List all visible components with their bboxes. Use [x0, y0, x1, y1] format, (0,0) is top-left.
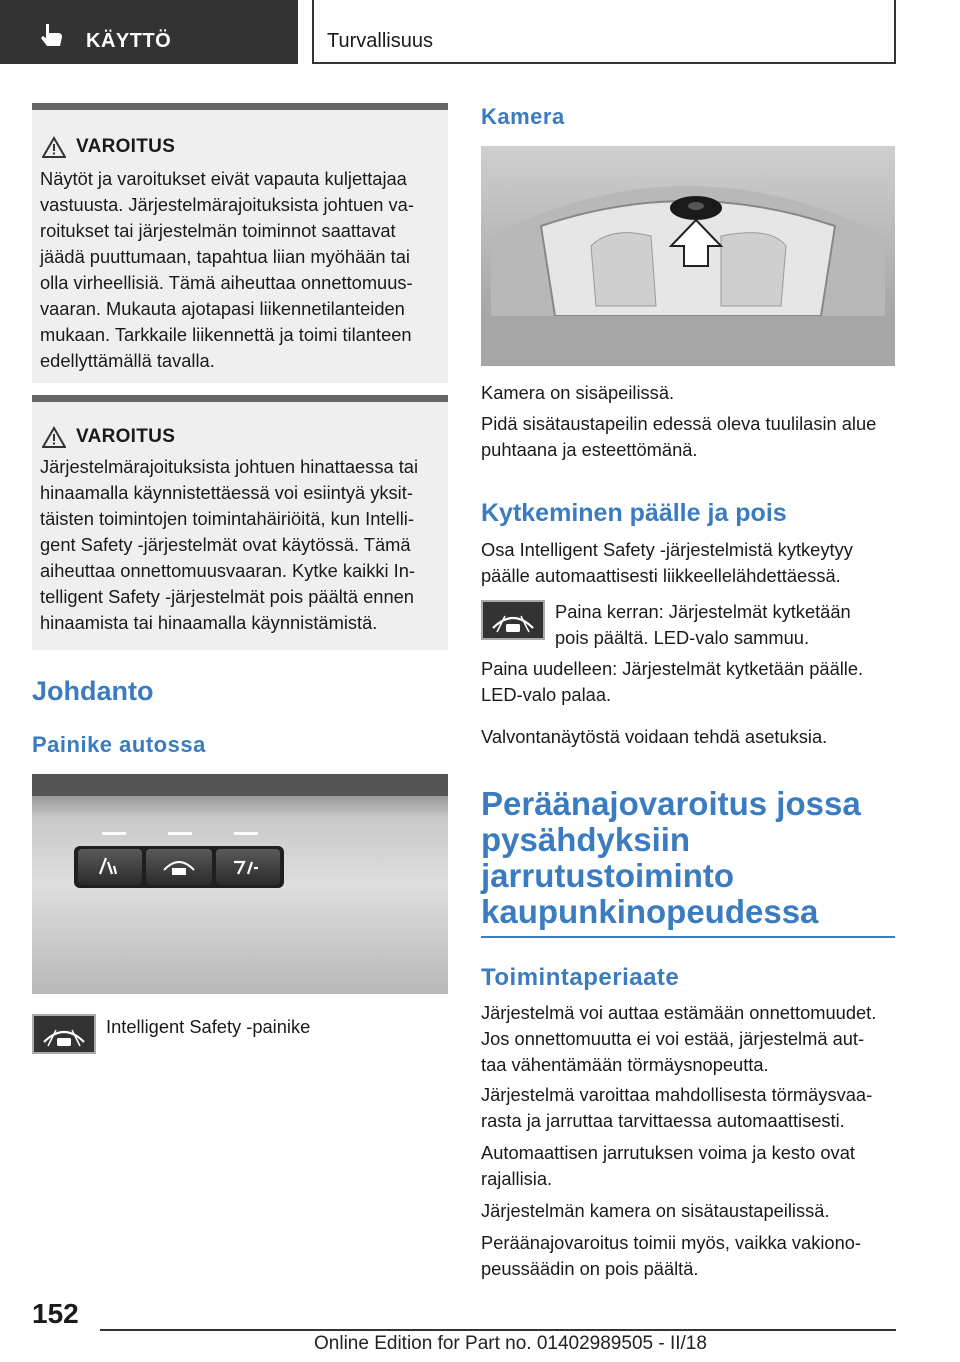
switch-text-3: Valvontanäytöstä voidaan tehdä asetuksia.	[481, 726, 828, 747]
heading-johdanto: Johdanto	[32, 676, 154, 706]
switch-icon-text: Paina kerran: Järjestelmät kytketään pois päältä. LED‑valo sammuu.	[555, 601, 851, 648]
principle-text-4: Järjestelmän kamera on sisätaustapeilissä.	[481, 1200, 830, 1221]
warning-title: VAROITUS	[76, 426, 176, 447]
switch-text-1: Osa Intelligent Safety ‑järjestelmistä kytkeytyy päälle automaattisesti liikkeellelähdettäessä.	[481, 539, 853, 586]
principle-text-5: Peräänajovaroitus toimii myös, vaikka vakiono‐ peussäädin on pois päältä.	[481, 1232, 862, 1279]
heading-kytkeminen: Kytkeminen päälle ja pois	[481, 499, 787, 527]
heading-painike: Painike autossa	[32, 732, 206, 757]
warning-box-2	[32, 395, 448, 650]
section-tab[interactable]	[0, 0, 298, 64]
switch-text-2: Paina uudelleen: Järjestelmät kytketään päälle. LED‑valo palaa.	[481, 658, 864, 705]
intelligent-safety-button-icon	[32, 1014, 96, 1054]
principle-text-3: Automaattisen jarrutuksen voima ja kesto ovat rajallisia.	[481, 1142, 855, 1189]
principle-text-1: Järjestelmä voi auttaa estämään onnettomuudet. Jos onnettomuutta ei voi estää, järjestelmä aut‐ taa vähentämään törmäysnopeutta.	[481, 1002, 877, 1075]
chapter-header	[312, 0, 896, 64]
warning-text: Näytöt ja varoitukset eivät vapauta kuljettajaa vastuusta. Järjestelmärajoituksista johtuen va‐ roitukset tai järjestelmän toiminnot saattavat jäädä puuttumaan, tapahtua liian myöhään tai olla virheellisiä. Tämä aiheuttaa onnettomuus‐ vaaran. Mukauta ajotapasi liikennetilanteiden mukaan. Tarkkaile liikennettä ja toimi tilanteen edellyttämällä tavalla.	[40, 168, 414, 371]
button-panel-photo	[32, 774, 448, 994]
warning-triangle-icon	[42, 136, 66, 158]
camera-text-1: Kamera on sisäpeilissä.	[481, 382, 675, 403]
warning-text: Järjestelmärajoituksista johtuen hinattaessa tai hinaamalla käynnistettäessä voi esiintyä yksit‐ täisten toimintojen toimintahäiriöitä, kun Intelli‐ gent Safety ‑järjestelmät ovat käytössä. Tämä aiheuttaa onnettomuusvaaran. Kytke kaikki In‐ telligent Safety ‑järjestelmät pois päältä ennen hinaamista tai hinaamalla käynnistämistä.	[40, 456, 419, 633]
heading-toimintaperiaate: Toimintaperiaate	[481, 964, 680, 991]
camera-text-2: Pidä sisätaustapeilin edessä oleva tuulilasin alue puhtaana ja esteettömänä.	[481, 413, 877, 460]
intelligent-safety-button-icon	[481, 600, 545, 640]
footer-edition: Online Edition for Part no. 01402989505 - II/18	[314, 1333, 707, 1354]
chapter-title: Turvallisuus	[327, 30, 433, 52]
principle-text-2: Järjestelmä varoittaa mahdollisesta törmäysvaa‐ rasta ja jarruttaa tarvittaessa automaattisesti.	[481, 1084, 873, 1131]
pointing-hand-icon	[38, 22, 64, 48]
camera-photo	[481, 146, 895, 366]
heading-underline	[481, 936, 895, 938]
section-label: KÄYTTÖ	[86, 30, 172, 52]
warning-title: VAROITUS	[76, 136, 176, 157]
heading-collision-warning: Peräänajovaroitus jossa pysähdyksiin jarrutustoiminto kaupunkinopeudessa	[481, 785, 861, 930]
button-caption: Intelligent Safety ‑painike	[106, 1016, 311, 1037]
page-number: 152	[32, 1298, 79, 1329]
footer-rule	[100, 1329, 896, 1331]
heading-kamera: Kamera	[481, 104, 565, 129]
warning-box-1	[32, 103, 448, 383]
warning-triangle-icon	[42, 426, 66, 448]
